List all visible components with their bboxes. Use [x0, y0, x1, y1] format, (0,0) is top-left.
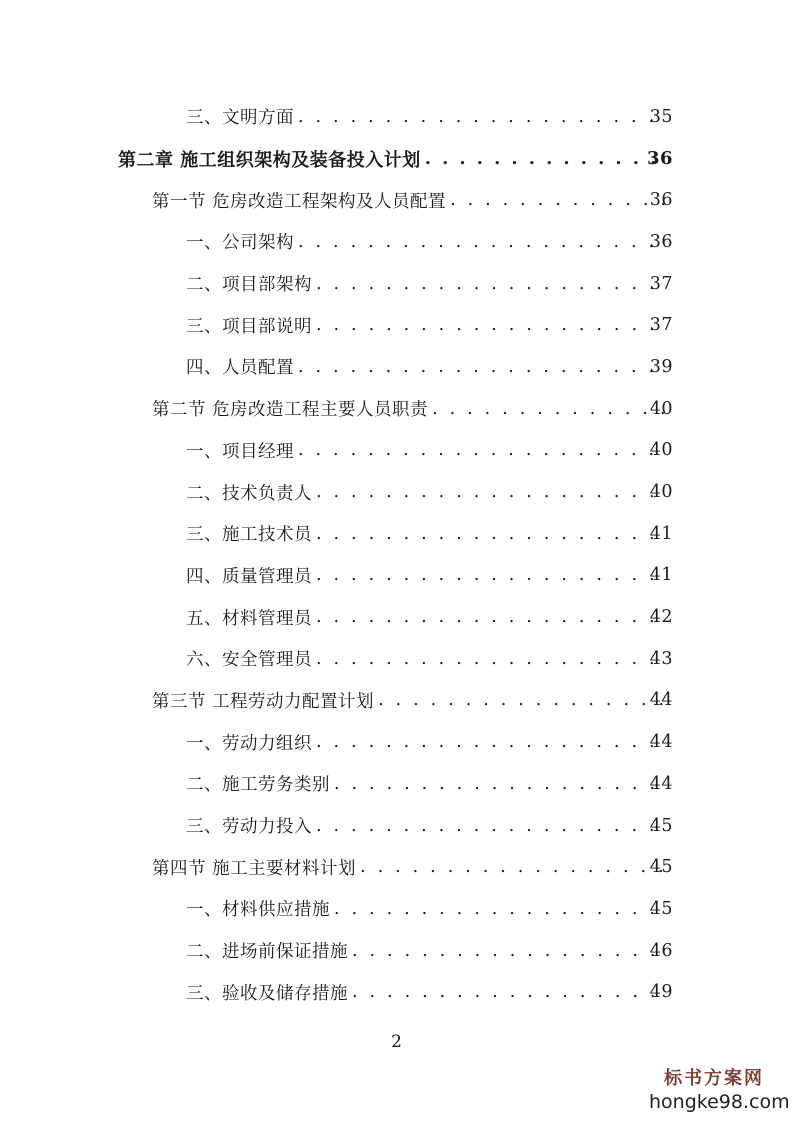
toc-entry-page: 46	[649, 940, 673, 961]
toc-entry-title: 一、材料供应措施	[186, 900, 330, 921]
toc-dot-leader	[298, 107, 667, 127]
toc-entry-page: 36	[649, 231, 673, 252]
toc-entry-page: 40	[649, 440, 673, 461]
toc-entry-page: 45	[649, 815, 673, 836]
toc-entry-page: 42	[649, 607, 673, 628]
watermark-url: hongke98.com	[649, 1091, 790, 1113]
toc-dot-leader	[334, 774, 667, 794]
toc-entry-item[interactable]	[0, 555, 793, 597]
toc-dot-leader	[360, 857, 667, 877]
toc-entry-section[interactable]	[0, 388, 793, 430]
toc-entry-item[interactable]	[0, 971, 793, 1013]
toc-entry-page: 41	[649, 523, 673, 544]
toc-entry-chapter[interactable]	[0, 138, 793, 180]
toc-entry-section[interactable]	[0, 179, 793, 221]
toc-dot-leader	[432, 399, 667, 419]
toc-entry-title: 一、项目经理	[186, 441, 294, 462]
toc-entry-page: 44	[649, 690, 673, 711]
toc-entry-page: 37	[649, 315, 673, 336]
toc-entry-title: 第二章 施工组织架构及装备投入计划	[118, 149, 421, 171]
toc-entry-title: 二、施工劳务类别	[186, 775, 330, 796]
toc-entry-title: 三、劳动力投入	[186, 817, 312, 838]
toc-entry-page: 40	[649, 482, 673, 503]
toc-entry-title: 四、质量管理员	[186, 566, 312, 587]
toc-dot-leader	[316, 274, 667, 294]
toc-entry-title: 第四节 施工主要材料计划	[152, 858, 357, 879]
toc-dot-leader	[352, 941, 667, 961]
toc-entry-item[interactable]	[0, 596, 793, 638]
toc-entry-title: 三、文明方面	[186, 108, 294, 129]
toc-entry-item[interactable]	[0, 638, 793, 680]
toc-dot-leader	[378, 690, 667, 710]
toc-entry-item[interactable]	[0, 471, 793, 513]
toc-entry-title: 四、人员配置	[186, 358, 294, 379]
watermark-title: 标书方案网	[664, 1068, 764, 1089]
toc-dot-leader	[316, 565, 667, 585]
toc-dot-leader	[334, 899, 667, 919]
toc-entry-item[interactable]	[0, 721, 793, 763]
toc-entry-title: 第一节 危房改造工程架构及人员配置	[152, 191, 447, 212]
toc-entry-item[interactable]	[0, 930, 793, 972]
toc-dot-leader	[352, 982, 667, 1002]
toc-dot-leader	[450, 190, 667, 210]
toc-entry-item[interactable]	[0, 304, 793, 346]
toc-entry-title: 一、公司架构	[186, 233, 294, 254]
toc-dot-leader	[316, 482, 667, 502]
toc-entry-title: 五、材料管理员	[186, 608, 312, 629]
toc-entry-item[interactable]	[0, 346, 793, 388]
toc-entry-item[interactable]	[0, 888, 793, 930]
toc-entry-item[interactable]	[0, 263, 793, 305]
toc-entry-section[interactable]	[0, 680, 793, 722]
toc-entry-item[interactable]	[0, 513, 793, 555]
toc-entry-section[interactable]	[0, 846, 793, 888]
toc-entry-title: 三、施工技术员	[186, 525, 312, 546]
toc-entry-page: 44	[649, 732, 673, 753]
toc-entry-page: 37	[649, 273, 673, 294]
toc-entry-item[interactable]	[0, 96, 793, 138]
toc-dot-leader	[316, 649, 667, 669]
toc-entry-page: 35	[649, 106, 673, 127]
toc-entry-page: 43	[649, 648, 673, 669]
toc-entry-title: 第三节 工程劳动力配置计划	[152, 691, 375, 712]
toc-entry-title: 一、劳动力组织	[186, 733, 312, 754]
toc-entry-page: 39	[649, 356, 673, 377]
toc-dot-leader	[298, 232, 667, 252]
toc-entry-title: 二、项目部架构	[186, 275, 312, 296]
toc-dot-leader	[316, 524, 667, 544]
toc-entry-item[interactable]	[0, 805, 793, 847]
toc-dot-leader	[316, 816, 667, 836]
page-number: 2	[391, 1032, 402, 1052]
toc-entry-page: 44	[649, 773, 673, 794]
watermark-logo	[649, 1068, 790, 1114]
toc-dot-leader	[316, 315, 667, 335]
toc-entry-page: 49	[649, 982, 673, 1003]
toc-dot-leader	[425, 148, 667, 169]
toc-dot-leader	[316, 607, 667, 627]
toc-entry-title: 三、项目部说明	[186, 316, 312, 337]
toc-dot-leader	[316, 732, 667, 752]
toc-entry-page: 36	[646, 148, 673, 170]
toc-entry-title: 二、技术负责人	[186, 483, 312, 504]
toc-entry-page: 41	[649, 565, 673, 586]
toc-dot-leader	[298, 440, 667, 460]
toc-entry-title: 六、安全管理员	[186, 650, 312, 671]
table-of-contents	[0, 96, 793, 1013]
toc-entry-item[interactable]	[0, 430, 793, 472]
toc-entry-page: 45	[649, 898, 673, 919]
toc-entry-title: 二、进场前保证措施	[186, 942, 348, 963]
toc-entry-item[interactable]	[0, 221, 793, 263]
toc-entry-page: 40	[649, 398, 673, 419]
toc-entry-title: 三、验收及储存措施	[186, 983, 348, 1004]
toc-entry-page: 45	[649, 857, 673, 878]
toc-entry-item[interactable]	[0, 763, 793, 805]
toc-dot-leader	[298, 357, 667, 377]
toc-entry-page: 36	[649, 190, 673, 211]
toc-entry-title: 第二节 危房改造工程主要人员职责	[152, 400, 429, 421]
